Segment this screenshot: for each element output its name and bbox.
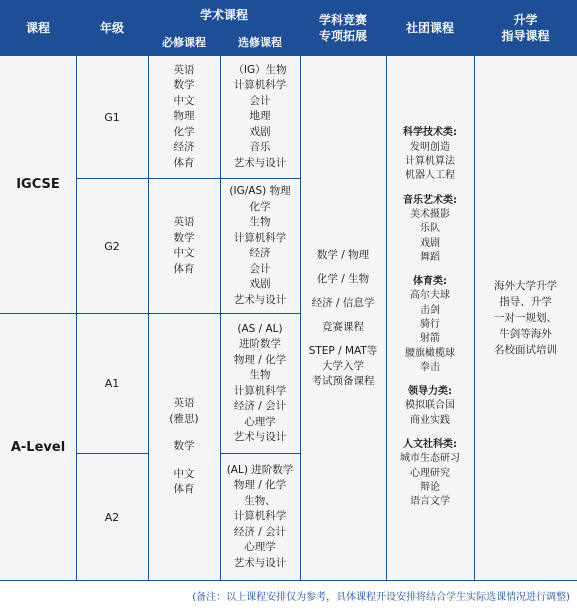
competition-item: STEP / MAT等 [308,344,378,357]
elective-course: 艺术与设计 [233,156,287,169]
club-category-title: 人文社科类: [403,439,457,451]
required-course: 经济 [173,141,195,154]
club-item: 骑行 [420,319,440,330]
competition-item: 化学 / 生物 [316,272,370,285]
elective-course: 进阶数学 [239,338,281,350]
advancement-item: 海外大学升学 [494,280,557,292]
elective-course: 计算机科学 [233,79,287,92]
elective-course: 艺术与设计 [233,556,287,569]
header-competition-line: 专项拓展 [318,28,367,43]
club-category-title: 体育类: [413,276,447,288]
club-item: 射箭 [420,333,440,345]
program-igcse-label: IGCSE [16,177,60,192]
grade-g2-label: G2 [104,239,120,253]
program-alevel [0,314,76,580]
header-academic-label: 学术课程 [199,8,248,22]
required-g1 [148,56,220,178]
required-course: 体育 [173,156,195,169]
competition-cell [300,56,386,580]
competition-item: 经济 / 信息学 [311,296,375,309]
header-academic [148,0,300,29]
advancement-cell [474,56,577,580]
program-igcse [0,56,76,313]
elective-course: 生物、 [244,494,276,507]
header-course-label: 课程 [25,21,50,35]
elective-course: 会计 [249,94,271,107]
club-item: 腰旗橄榄球 [405,347,455,359]
elective-course: 艺术与设计 [233,431,287,443]
elective-course: 戏剧 [249,278,271,290]
required-course: 英语 [173,63,195,76]
header-competition-line: 学科竞赛 [318,12,367,27]
elective-course: 化学 [249,200,271,213]
club-category-title: 音乐艺术类: [403,194,457,206]
club-item: 拳击 [420,361,440,373]
competition-item: 大学入学 [321,359,364,372]
elective-g2 [220,179,300,313]
elective-course: 物理 / 化学 [233,353,287,366]
elective-course: 物理 / 化学 [233,479,287,492]
header-competition [300,0,386,55]
elective-course: (IG/AS) 物理 [229,185,291,197]
header-club-label: 社团课程 [405,21,454,35]
required-alevel [148,314,220,580]
club-cell [386,56,474,580]
grade-a1-label: A1 [104,377,120,390]
required-course: 英语 [173,216,195,228]
header-grade-label: 年级 [99,21,124,35]
advancement-item: 指导、升学 [499,296,552,308]
club-item: 击剑 [420,304,440,316]
club-item: 模拟联合国 [405,400,455,412]
required-course: 数学 [173,440,195,453]
club-item: 心理研究 [410,467,450,479]
grade-a1 [76,314,148,453]
required-course: 中文 [173,467,195,480]
elective-course: 戏剧 [249,125,271,138]
club-item: 计算机算法 [405,156,455,168]
header-advancement-line: 指导课程 [501,28,550,43]
elective-a2 [220,454,300,580]
grade-g1 [76,56,148,178]
club-item: 语言文学 [410,496,450,508]
elective-course: 音乐 [249,141,271,154]
club-item: 舞蹈 [420,251,440,263]
club-item: 美术摄影 [410,208,450,220]
club-item: 发明创造 [410,141,450,153]
required-course: 中文 [173,247,195,259]
elective-g1 [220,56,300,178]
program-alevel-label: A-Level [10,439,66,455]
elective-course: (AL) 进阶数学 [226,463,294,476]
elective-course: 心理学 [244,415,276,428]
required-course: 物理 [173,110,195,123]
elective-course: 会计 [249,262,271,275]
required-course: (雅思) [169,412,199,425]
advancement-item: 一对一规划、 [494,312,557,324]
elective-course: 计算机科学 [233,510,287,523]
club-item: 戏剧 [420,237,440,249]
required-course: 化学 [173,125,195,138]
required-g2 [148,179,220,313]
club-item: 城市生态研习 [400,453,460,465]
advancement-item: 名校面试培训 [494,344,557,356]
elective-course: 计算机科学 [233,231,287,244]
club-item: 辩论 [420,481,440,493]
club-item: 高尔夫球 [410,290,450,302]
elective-course: 经济 / 会计 [233,525,287,538]
elective-course: 地理 [249,110,271,123]
competition-item: 竞赛课程 [321,320,364,333]
elective-course: 计算机科学 [233,384,287,397]
header-elective [220,29,300,55]
grade-g1-label: G1 [104,110,120,124]
elective-course: 生物 [249,369,271,381]
header-advancement-line: 升学 [513,12,538,27]
advancement-item: 牛剑等海外 [499,328,552,340]
elective-course: 经济 / 会计 [233,400,287,412]
required-course: 数学 [173,231,195,244]
required-course: 体育 [173,483,195,496]
grade-g2 [76,179,148,313]
club-item: 乐队 [420,223,440,235]
required-course: 英语 [173,397,195,410]
club-item: 商业实践 [410,414,450,426]
header-course [0,0,76,55]
header-required-label: 必修课程 [162,36,206,49]
club-category-title: 科学技术类: [403,127,457,139]
elective-course: 心理学 [244,541,276,554]
grade-a2 [76,454,148,580]
club-category-title: 领导力类: [408,386,452,398]
competition-item: 数学 / 物理 [316,248,370,261]
required-course: 数学 [173,79,195,92]
elective-course: 生物 [249,216,271,228]
footnote: (备注：以上课程安排仅为参考，具体课程开设安排将结合学生实际选课情况进行调整) [192,592,570,603]
header-required [148,29,220,55]
header-club [386,0,474,55]
header-elective-label: 选修课程 [238,36,282,49]
competition-item: 考试预备课程 [311,374,375,387]
elective-course: 经济 [249,247,271,259]
required-course: 体育 [173,262,195,275]
required-course: 中文 [173,94,195,107]
elective-a1 [220,314,300,453]
header-grade [76,0,148,55]
grid-line [0,580,577,581]
grade-a2-label: A2 [104,510,120,524]
elective-course: （IG）生物 [233,63,287,76]
elective-course: 艺术与设计 [233,293,287,306]
elective-course: (AS / AL) [237,322,283,335]
header-advancement [474,0,577,55]
club-item: 机器人工程 [405,170,455,182]
